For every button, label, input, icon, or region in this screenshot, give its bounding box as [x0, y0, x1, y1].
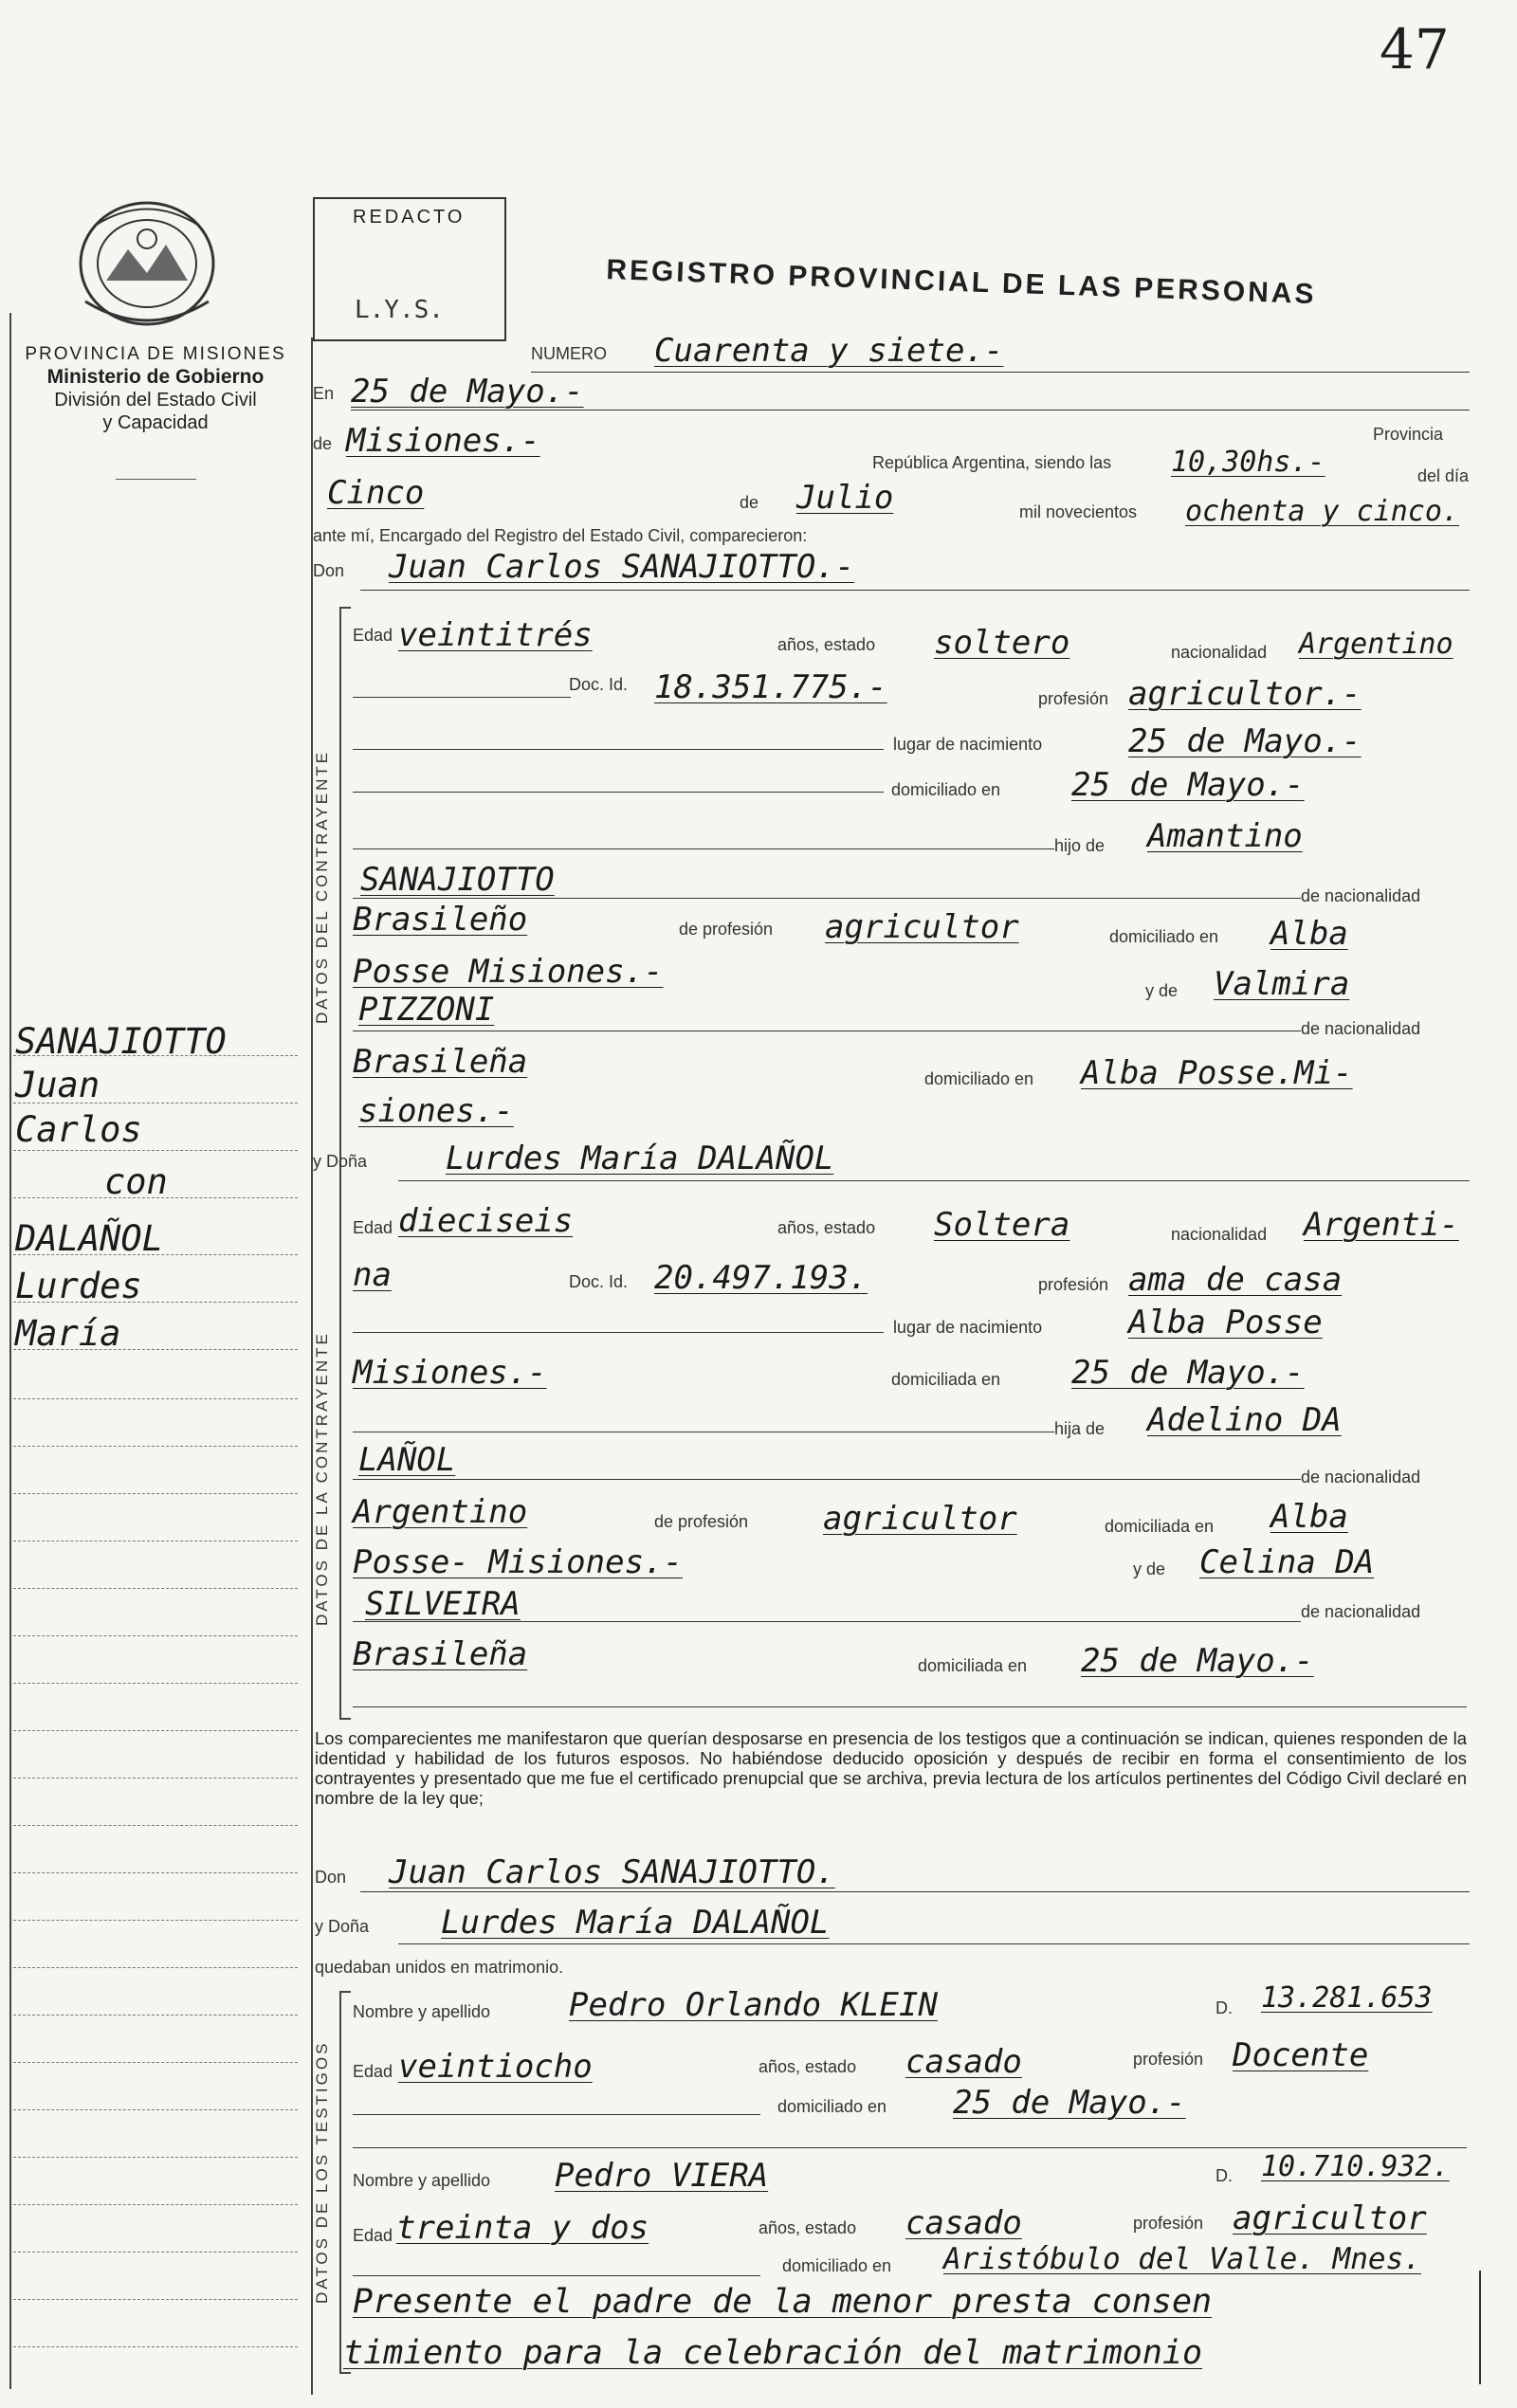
section-label-contrayente: DATOS DEL CONTRAYENTE	[313, 749, 331, 1024]
rule	[353, 848, 1054, 849]
edad-f-label: Edad	[353, 1218, 393, 1237]
dona2-label: y Doña	[315, 1917, 370, 1936]
padre-f-nac-label: de nacionalidad	[1301, 1468, 1421, 1487]
margin-line	[13, 1446, 298, 1447]
en-value: 25 de Mayo.-	[351, 373, 584, 410]
y-de-label: y de	[1145, 981, 1179, 1000]
madre-f-domicilio: 25 de Mayo.-	[1081, 1642, 1314, 1680]
padre-profesion: agricultor	[825, 908, 1019, 946]
rule	[398, 1943, 1470, 1944]
mil-label: mil novecientos	[1019, 502, 1138, 521]
rule	[360, 590, 1470, 591]
rule	[353, 2147, 1467, 2148]
lugar-f-value-1: Alba Posse	[1128, 1304, 1323, 1341]
edad-value: veintitrés	[398, 616, 593, 654]
margin-line	[13, 1103, 298, 1104]
domicilio-value: 25 de Mayo.-	[1071, 766, 1305, 804]
margin-line	[13, 2299, 298, 2300]
margin-line	[13, 1778, 298, 1779]
note-line-1: Presente el padre de la menor presta consen	[353, 2283, 1213, 2321]
rule	[353, 697, 571, 698]
lugar-label: lugar de nacimiento	[893, 735, 1043, 754]
nacionalidad-f-value-1: Argenti-	[1304, 1206, 1459, 1244]
padre-nombre: Amantino	[1147, 817, 1303, 855]
t1-nombre-label: Nombre y apellido	[353, 2002, 491, 2021]
page-number: 47	[1380, 17, 1450, 82]
margin-line	[13, 2204, 298, 2205]
t1-domicilio: 25 de Mayo.-	[953, 2084, 1186, 2122]
rule	[353, 1479, 1301, 1480]
padre-f-domicilio-1: Alba	[1270, 1498, 1348, 1536]
margin-line	[13, 2157, 298, 2158]
nacionalidad-f-value-2: na	[353, 1256, 392, 1294]
section-label-testigos: DATOS DE LOS TESTIGOS	[313, 2040, 331, 2304]
margin-line	[13, 1302, 298, 1303]
dona2-value: Lurdes María DALAÑOL	[441, 1904, 830, 1942]
padre-f-apellido: LAÑOL	[358, 1441, 456, 1479]
t1-nombre: Pedro Orlando KLEIN	[569, 1986, 938, 2024]
t1-anios-label: años, estado	[758, 2057, 857, 2076]
t2-anios-label: años, estado	[758, 2218, 857, 2237]
contrayente-name: Juan Carlos SANAJIOTTO.-	[389, 548, 855, 586]
t1-edad-label: Edad	[353, 2062, 393, 2081]
rule	[353, 1621, 1301, 1622]
t1-doc: 13.281.653	[1261, 1981, 1433, 2015]
rule	[398, 1180, 1470, 1181]
padre-f-nacionalidad: Argentino	[353, 1493, 528, 1531]
margin-surname-2: DALAÑOL	[15, 1218, 163, 1259]
y-dona-label: y Doña	[313, 1152, 368, 1171]
de-label: de	[313, 434, 333, 453]
hora-value: 10,30hs.-	[1171, 446, 1325, 479]
numero-label: NUMERO	[531, 344, 607, 363]
margin-con: con	[104, 1161, 168, 1202]
edad-f-value: dieciseis	[398, 1202, 574, 1240]
rule	[353, 2114, 760, 2115]
margin-line	[13, 1730, 298, 1731]
numero-value: Cuarenta y siete.-	[654, 332, 1004, 370]
rule	[353, 749, 884, 750]
margin-name-2: Carlos	[15, 1109, 142, 1150]
margin-name-1: Juan	[15, 1065, 101, 1105]
don-label: Don	[313, 561, 345, 580]
provincial-seal-icon	[76, 197, 218, 335]
section-label-contrayente-f: DATOS DE LA CONTRAYENTE	[313, 1331, 331, 1626]
margin-line	[13, 1150, 298, 1151]
anio-value: ochenta y cinco.	[1185, 495, 1459, 528]
padre-f-domicilio-2: Posse- Misiones.-	[353, 1543, 683, 1581]
padre-nacionalidad: Brasileño	[353, 901, 528, 939]
madre-nac-label: de nacionalidad	[1301, 1019, 1421, 1038]
t2-nombre: Pedro VIERA	[555, 2157, 769, 2195]
hija-de-label: hija de	[1054, 1419, 1106, 1438]
note-line-2: timiento para la celebración del matrimonio	[343, 2334, 1203, 2372]
t2-profesion: agricultor	[1233, 2199, 1427, 2237]
anios-label: años, estado	[777, 635, 876, 654]
t2-doc: 10.710.932.	[1261, 2150, 1450, 2183]
y-de-f-label: y de	[1133, 1560, 1166, 1578]
divider	[116, 479, 196, 480]
de2-label: de	[740, 493, 759, 512]
margin-line	[13, 1920, 298, 1921]
t2-estado: casado	[905, 2204, 1022, 2242]
doc-label: Doc. Id.	[569, 675, 629, 694]
ministry-name: Ministerio de Gobierno	[46, 366, 265, 388]
declaration-text: Los comparecientes me manifestaron que querían desposarse en presencia de los testigos que a continuación se indican, quienes responden de la identidad y habilidad de los futuros esposos. No habiéndose deducido oposición y después de recibir en forma el consentimiento de los contrayentes y presentado que me fue el certificado prenupcial que se archiva, previa lectura de los artículos pertinentes del Código Civil declaré en nombre de la ley que;	[315, 1728, 1467, 1808]
rule	[531, 372, 1470, 373]
madre-apellido: PIZZONI	[358, 991, 495, 1029]
domicilio-label: domiciliado en	[891, 780, 1001, 799]
madre-nombre: Valmira	[1214, 965, 1350, 1003]
t2-edad: treinta y dos	[396, 2209, 649, 2247]
madre-nacionalidad: Brasileña	[353, 1043, 528, 1081]
contrayente-f-name: Lurdes María DALAÑOL	[446, 1140, 834, 1177]
padre-f-prof-label: de profesión	[654, 1512, 749, 1531]
t1-estado: casado	[905, 2043, 1022, 2081]
redacto-initials: L.Y.S.	[355, 296, 444, 324]
margin-line	[13, 1588, 298, 1589]
don2-value: Juan Carlos SANAJIOTTO.	[389, 1853, 835, 1891]
margin-line	[13, 1398, 298, 1399]
profesion-f-label: profesión	[1038, 1275, 1109, 1294]
margin-line	[13, 1683, 298, 1684]
t2-d-label: D.	[1215, 2166, 1233, 2185]
t1-dom-label: domiciliado en	[777, 2097, 887, 2116]
margin-line	[13, 2062, 298, 2063]
mes-value: Julio	[796, 479, 894, 517]
madre-domicilio-2: siones.-	[358, 1092, 514, 1130]
margin-line	[13, 1635, 298, 1636]
dia-value: Cinco	[327, 474, 425, 512]
rule	[353, 898, 1301, 899]
padre-apellido: SANAJIOTTO	[360, 861, 555, 899]
madre-f-nacionalidad: Brasileña	[353, 1635, 528, 1673]
padre-f-nombre: Adelino DA	[1147, 1401, 1342, 1439]
margin-line	[13, 1872, 298, 1873]
rule	[353, 792, 884, 793]
unidos-text: quedaban unidos en matrimonio.	[315, 1958, 564, 1977]
margin-line	[13, 1254, 298, 1255]
margin-line	[13, 2252, 298, 2253]
lugar-f-label: lugar de nacimiento	[893, 1318, 1043, 1337]
t2-dom-label: domiciliado en	[782, 2256, 892, 2275]
don2-label: Don	[315, 1868, 347, 1887]
margin-line	[13, 1493, 298, 1494]
rule	[360, 1891, 1470, 1892]
de-value: Misiones.-	[346, 422, 540, 460]
rule	[353, 1706, 1467, 1707]
page-left-border	[9, 313, 11, 2389]
redacto-box	[313, 197, 506, 341]
issuing-office	[13, 343, 298, 434]
madre-domicilio-1: Alba Posse.Mi-	[1081, 1054, 1353, 1092]
t2-prof-label: profesión	[1133, 2214, 1204, 2233]
domicilio-f-label: domiciliada en	[891, 1370, 1001, 1389]
margin-line	[13, 2346, 298, 2347]
padre-f-dom-label: domiciliada en	[1105, 1517, 1215, 1536]
margin-line	[13, 1197, 298, 1198]
madre-f-nombre: Celina DA	[1199, 1543, 1375, 1581]
division-name: División del Estado Civil	[54, 390, 257, 410]
t1-edad: veintiocho	[398, 2048, 593, 2086]
province-name: PROVINCIA DE MISIONES	[25, 344, 286, 364]
rule	[353, 2275, 760, 2276]
padre-nac-label: de nacionalidad	[1301, 886, 1421, 905]
padre-prof-label: de profesión	[679, 920, 774, 939]
madre-f-apellido: SILVEIRA	[365, 1585, 521, 1623]
note-border	[1479, 2271, 1481, 2384]
t2-nombre-label: Nombre y apellido	[353, 2171, 491, 2190]
madre-dom-label: domiciliado en	[924, 1069, 1034, 1088]
margin-line	[13, 1055, 298, 1056]
padre-dom-label: domiciliado en	[1109, 927, 1219, 946]
t1-profesion: Docente	[1233, 2036, 1369, 2074]
margin-line	[13, 1825, 298, 1826]
t1-prof-label: profesión	[1133, 2050, 1204, 2069]
edad-label: Edad	[353, 626, 393, 645]
provincia-label: Provincia	[1373, 425, 1444, 444]
madre-f-dom-label: domiciliada en	[918, 1656, 1028, 1675]
lugar-f-value-2: Misiones.-	[353, 1354, 547, 1392]
profesion-f-value: ama de casa	[1128, 1261, 1343, 1299]
lugar-value: 25 de Mayo.-	[1128, 722, 1362, 760]
redacto-label: REDACTO	[353, 207, 466, 228]
ante-mi-text: ante mí, Encargado del Registro del Estado Civil, comparecieron:	[313, 526, 808, 545]
doc-f-label: Doc. Id.	[569, 1272, 629, 1291]
doc-value: 18.351.775.-	[654, 668, 887, 706]
nacionalidad-f-label: nacionalidad	[1171, 1225, 1268, 1244]
margin-line	[13, 2015, 298, 2016]
anios-f-label: años, estado	[777, 1218, 876, 1237]
del-dia-label: del día	[1417, 466, 1470, 485]
t2-domicilio: Aristóbulo del Valle. Mnes.	[943, 2242, 1421, 2276]
profesion-value: agricultor.-	[1128, 675, 1362, 713]
margin-line	[13, 1349, 298, 1350]
t1-d-label: D.	[1215, 1998, 1233, 2017]
nacionalidad-value: Argentino	[1299, 628, 1453, 661]
t2-edad-label: Edad	[353, 2226, 393, 2245]
margin-name-3: Lurdes	[15, 1266, 142, 1306]
padre-f-profesion: agricultor	[823, 1500, 1017, 1538]
hijo-de-label: hijo de	[1054, 836, 1106, 855]
estado-value: soltero	[934, 624, 1070, 662]
rule	[353, 1332, 884, 1333]
nacionalidad-label: nacionalidad	[1171, 643, 1268, 662]
margin-line	[13, 2109, 298, 2110]
padre-domicilio-2: Posse Misiones.-	[353, 953, 664, 991]
madre-f-nac-label: de nacionalidad	[1301, 1602, 1421, 1621]
estado-f-value: Soltera	[934, 1206, 1070, 1244]
doc-f-value: 20.497.193.	[654, 1259, 868, 1297]
margin-surname-1: SANAJIOTTO	[15, 1021, 227, 1062]
en-label: En	[313, 384, 335, 403]
profesion-label: profesión	[1038, 689, 1109, 708]
domicilio-f-value: 25 de Mayo.-	[1071, 1354, 1305, 1392]
republica-label: República Argentina, siendo las	[872, 453, 1112, 472]
padre-domicilio-1: Alba	[1270, 915, 1348, 953]
page-title: REGISTRO PROVINCIAL DE LAS PERSONAS	[605, 254, 1318, 311]
division-name-2: y Capacidad	[102, 412, 209, 433]
section-bracket	[339, 1991, 351, 2374]
margin-name-4: María	[15, 1313, 121, 1354]
margin-line	[13, 1967, 298, 1968]
